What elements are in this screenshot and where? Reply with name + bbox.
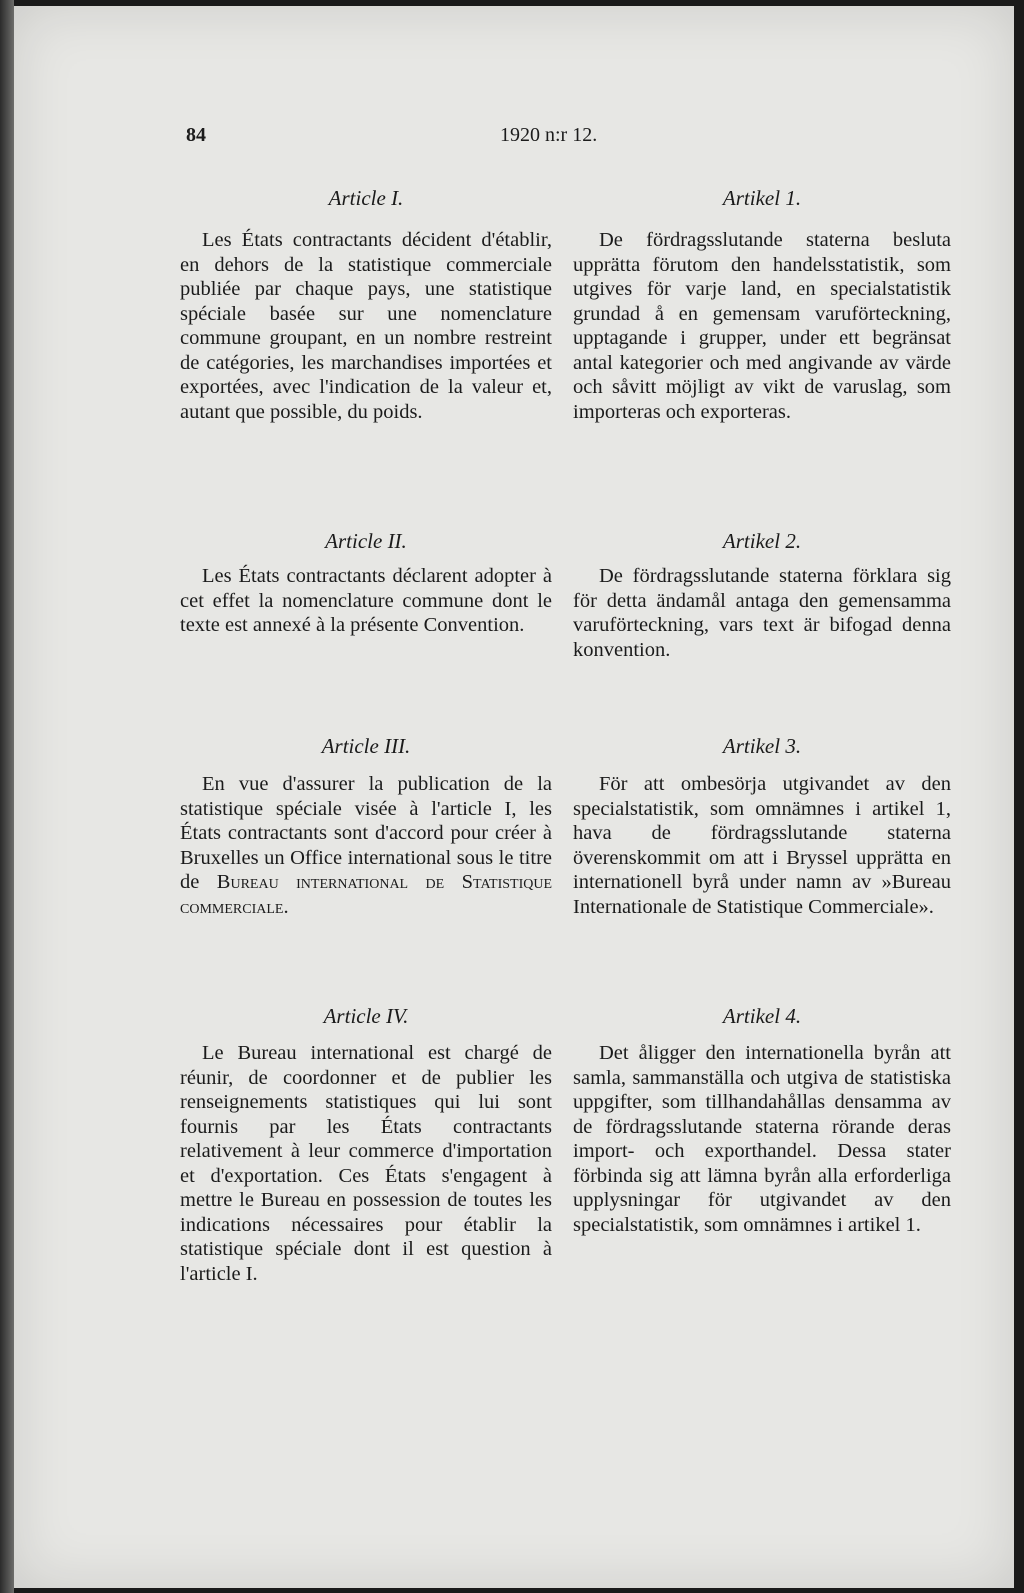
running-title: 1920 n:r 12. xyxy=(500,124,598,146)
article-3-heading-fr: Article III. xyxy=(321,734,411,758)
article-2-paragraph-sv: De fördragsslutande staterna förklara sig för detta ändamål antaga den gemensamma varuförteckning, vars text är bifogad denna konvention. xyxy=(573,565,951,661)
article-1-paragraph-sv: De fördragsslutande staterna besluta upprätta förutom den handelsstatistik, som utgives för varje land, en specialstatistik grundad å en gemensam varuförteckning, upptagande i grupper, under ett begränsat antal kategorier och med angivande av värde och såvitt möjligt av vikt de varuslag, som importeras och exporteras. xyxy=(573,229,951,423)
running-head xyxy=(0,124,1024,154)
article-2-heading-sv: Artikel 2. xyxy=(722,529,802,553)
article-3-paragraph-sv: För att ombesörja utgivandet av den specialstatistik, som omnämnes i artikel 1, hava de fördragsslutande staterna överenskommit om att i Bryssel upprätta en internationell byrå under namn av »Bureau Internationale de Statistique Commerciale». xyxy=(573,773,951,918)
article-1-heading-sv: Artikel 1. xyxy=(722,186,802,210)
article-3-end-fr: . xyxy=(283,895,289,918)
article-3-text-sv xyxy=(573,772,951,919)
article-3-text-fr xyxy=(180,772,552,919)
article-3-heading-sv: Artikel 3. xyxy=(722,734,802,758)
article-1-paragraph-fr: Les États contractants décident d'établir, en dehors de la statistique commerciale publiée par chaque pays, une statistique spéciale basée sur une nomenclature commune groupant, en un nombre restreint de catégories, les marchandises importées et exportées, avec l'indication de la valeur et, autant que possible, du poids. xyxy=(180,229,552,423)
sheet-edge xyxy=(0,0,14,1593)
article-1-heading-fr: Article I. xyxy=(328,186,404,210)
article-4-heading-fr: Article IV. xyxy=(323,1004,409,1028)
article-3-paragraph-fr xyxy=(180,772,552,919)
article-2-paragraph-fr: Les États contractants déclarent adopter à cet effet la nomenclature commune dont le texte est annexé à la présente Convention. xyxy=(180,565,552,636)
page-number: 84 xyxy=(186,124,206,146)
article-2-heading-fr: Article II. xyxy=(325,529,407,553)
article-1-text-fr xyxy=(180,228,552,424)
article-2-text-fr xyxy=(180,564,552,638)
bureau-name-smallcaps: Bureau international de Statistique commerciale xyxy=(180,871,552,918)
article-4-text-sv xyxy=(573,1041,951,1237)
article-4-text-fr xyxy=(180,1041,552,1286)
article-1-text-sv xyxy=(573,228,951,424)
article-4-paragraph-fr: Le Bureau international est chargé de réunir, de coordonner et de publier les renseignements statistiques qui lui sont fournis par les États contractants relativement à leur commerce d'importation et d'exportation. Ces États s'engagent à mettre le Bureau en possession de toutes les indications nécessaires pour établir la statistique spéciale dont il est question à l'article I. xyxy=(180,1042,552,1285)
article-3-body-fr: En vue d'assurer la publication de la statistique spéciale visée à l'article I, les États contractants sont d'accord pour créer à Bruxelles un Office international sous le titre de xyxy=(180,773,552,893)
article-2-text-sv xyxy=(573,564,951,662)
article-4-heading-sv: Artikel 4. xyxy=(722,1004,802,1028)
article-4-paragraph-sv: Det åligger den internationella byrån att samla, sammanställa och utgiva de statistiska uppgifter, som tillhandahållas densamma av de fördragsslutande staterna rörande deras import- och exporthandel. Dessa stater förbinda sig att lämna byrån alla erforderliga upplysningar för utgivandet av den specialstatistik, som omnämnes i artikel 1. xyxy=(573,1042,951,1236)
